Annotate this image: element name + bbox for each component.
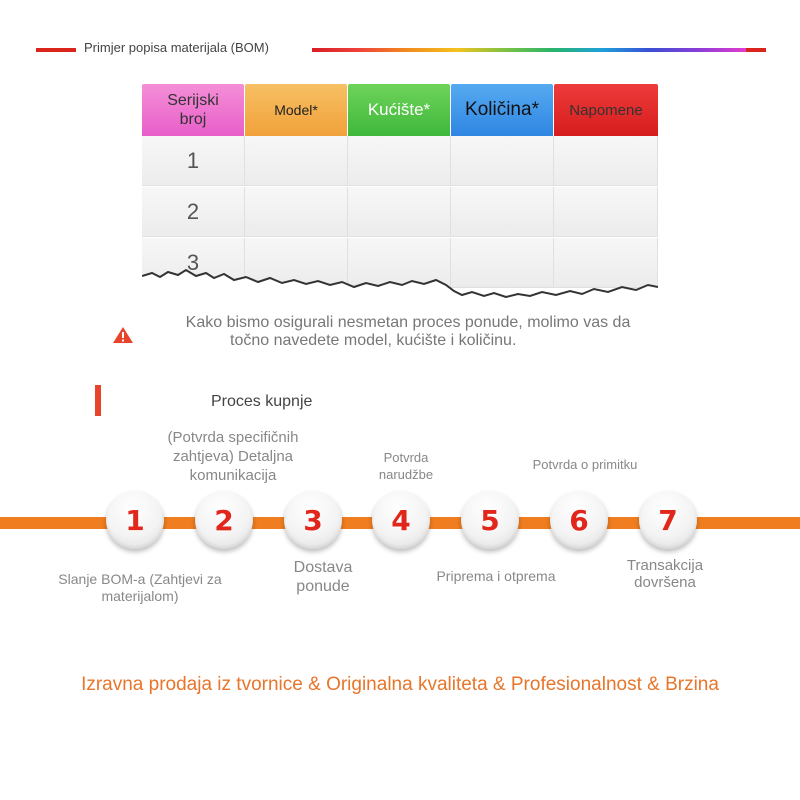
step-6-label: Potvrda o primitku [532,457,638,472]
step-2-label: (Potvrda specifičnih zahtjeva) Detaljna komunikacija [167,429,299,484]
bom-example-title: Primjer popisa materijala (BOM) [84,40,269,55]
bom-table [142,84,658,298]
step-4-circle [372,491,430,549]
table-row-number: 1 [142,136,245,186]
step-2-circle [195,491,253,549]
step-5-number: 5 [480,503,500,537]
notice-text-line1: Kako bismo osigurali nesmetan proces ponude, molimo vas da [185,314,631,331]
step-3-circle [284,491,342,549]
column-header-serial-label: Serijski broj [167,92,219,128]
header-accent-bar [36,48,76,52]
warning-triangle-icon [112,326,134,344]
column-header-package-label: Kućište* [367,100,431,119]
torn-paper-edge [142,84,658,298]
step-6-number: 6 [569,503,589,537]
table-row-number: 3 [142,238,245,288]
notice-text-line2: točno navedete model, kućište i količinu. [230,332,517,349]
column-header-quantity-label: Količina* [465,99,539,120]
header-rainbow-divider [312,48,746,52]
process-accent-bar [95,385,101,416]
step-4-number: 4 [391,503,411,537]
step-2-number: 2 [214,503,234,537]
step-1-label: Slanje BOM-a (Zahtjevi za materijalom) [58,571,222,604]
step-3-label: Dostava ponude [293,559,353,595]
step-1-number: 1 [125,503,145,537]
step-7-number: 7 [658,503,678,537]
header-accent-bar-end [746,48,766,52]
process-title: Proces kupnje [211,393,313,410]
column-header-notes-label: Napomene [569,101,643,119]
step-7-label: Transakcija dovršena [626,557,704,591]
step-5-circle [461,491,519,549]
column-header-model-label: Model* [274,102,318,118]
step-4-label: Potvrda narudžbe [378,450,434,482]
step-1-circle [106,491,164,549]
footer-slogan: Izravna prodaja iz tvornice & Originalna kvaliteta & Profesionalnost & Brzina [81,674,719,695]
step-7-circle [639,491,697,549]
step-5-label: Priprema i otprema [436,568,556,584]
step-6-circle [550,491,608,549]
table-row-number: 2 [142,187,245,237]
step-3-number: 3 [303,503,323,537]
